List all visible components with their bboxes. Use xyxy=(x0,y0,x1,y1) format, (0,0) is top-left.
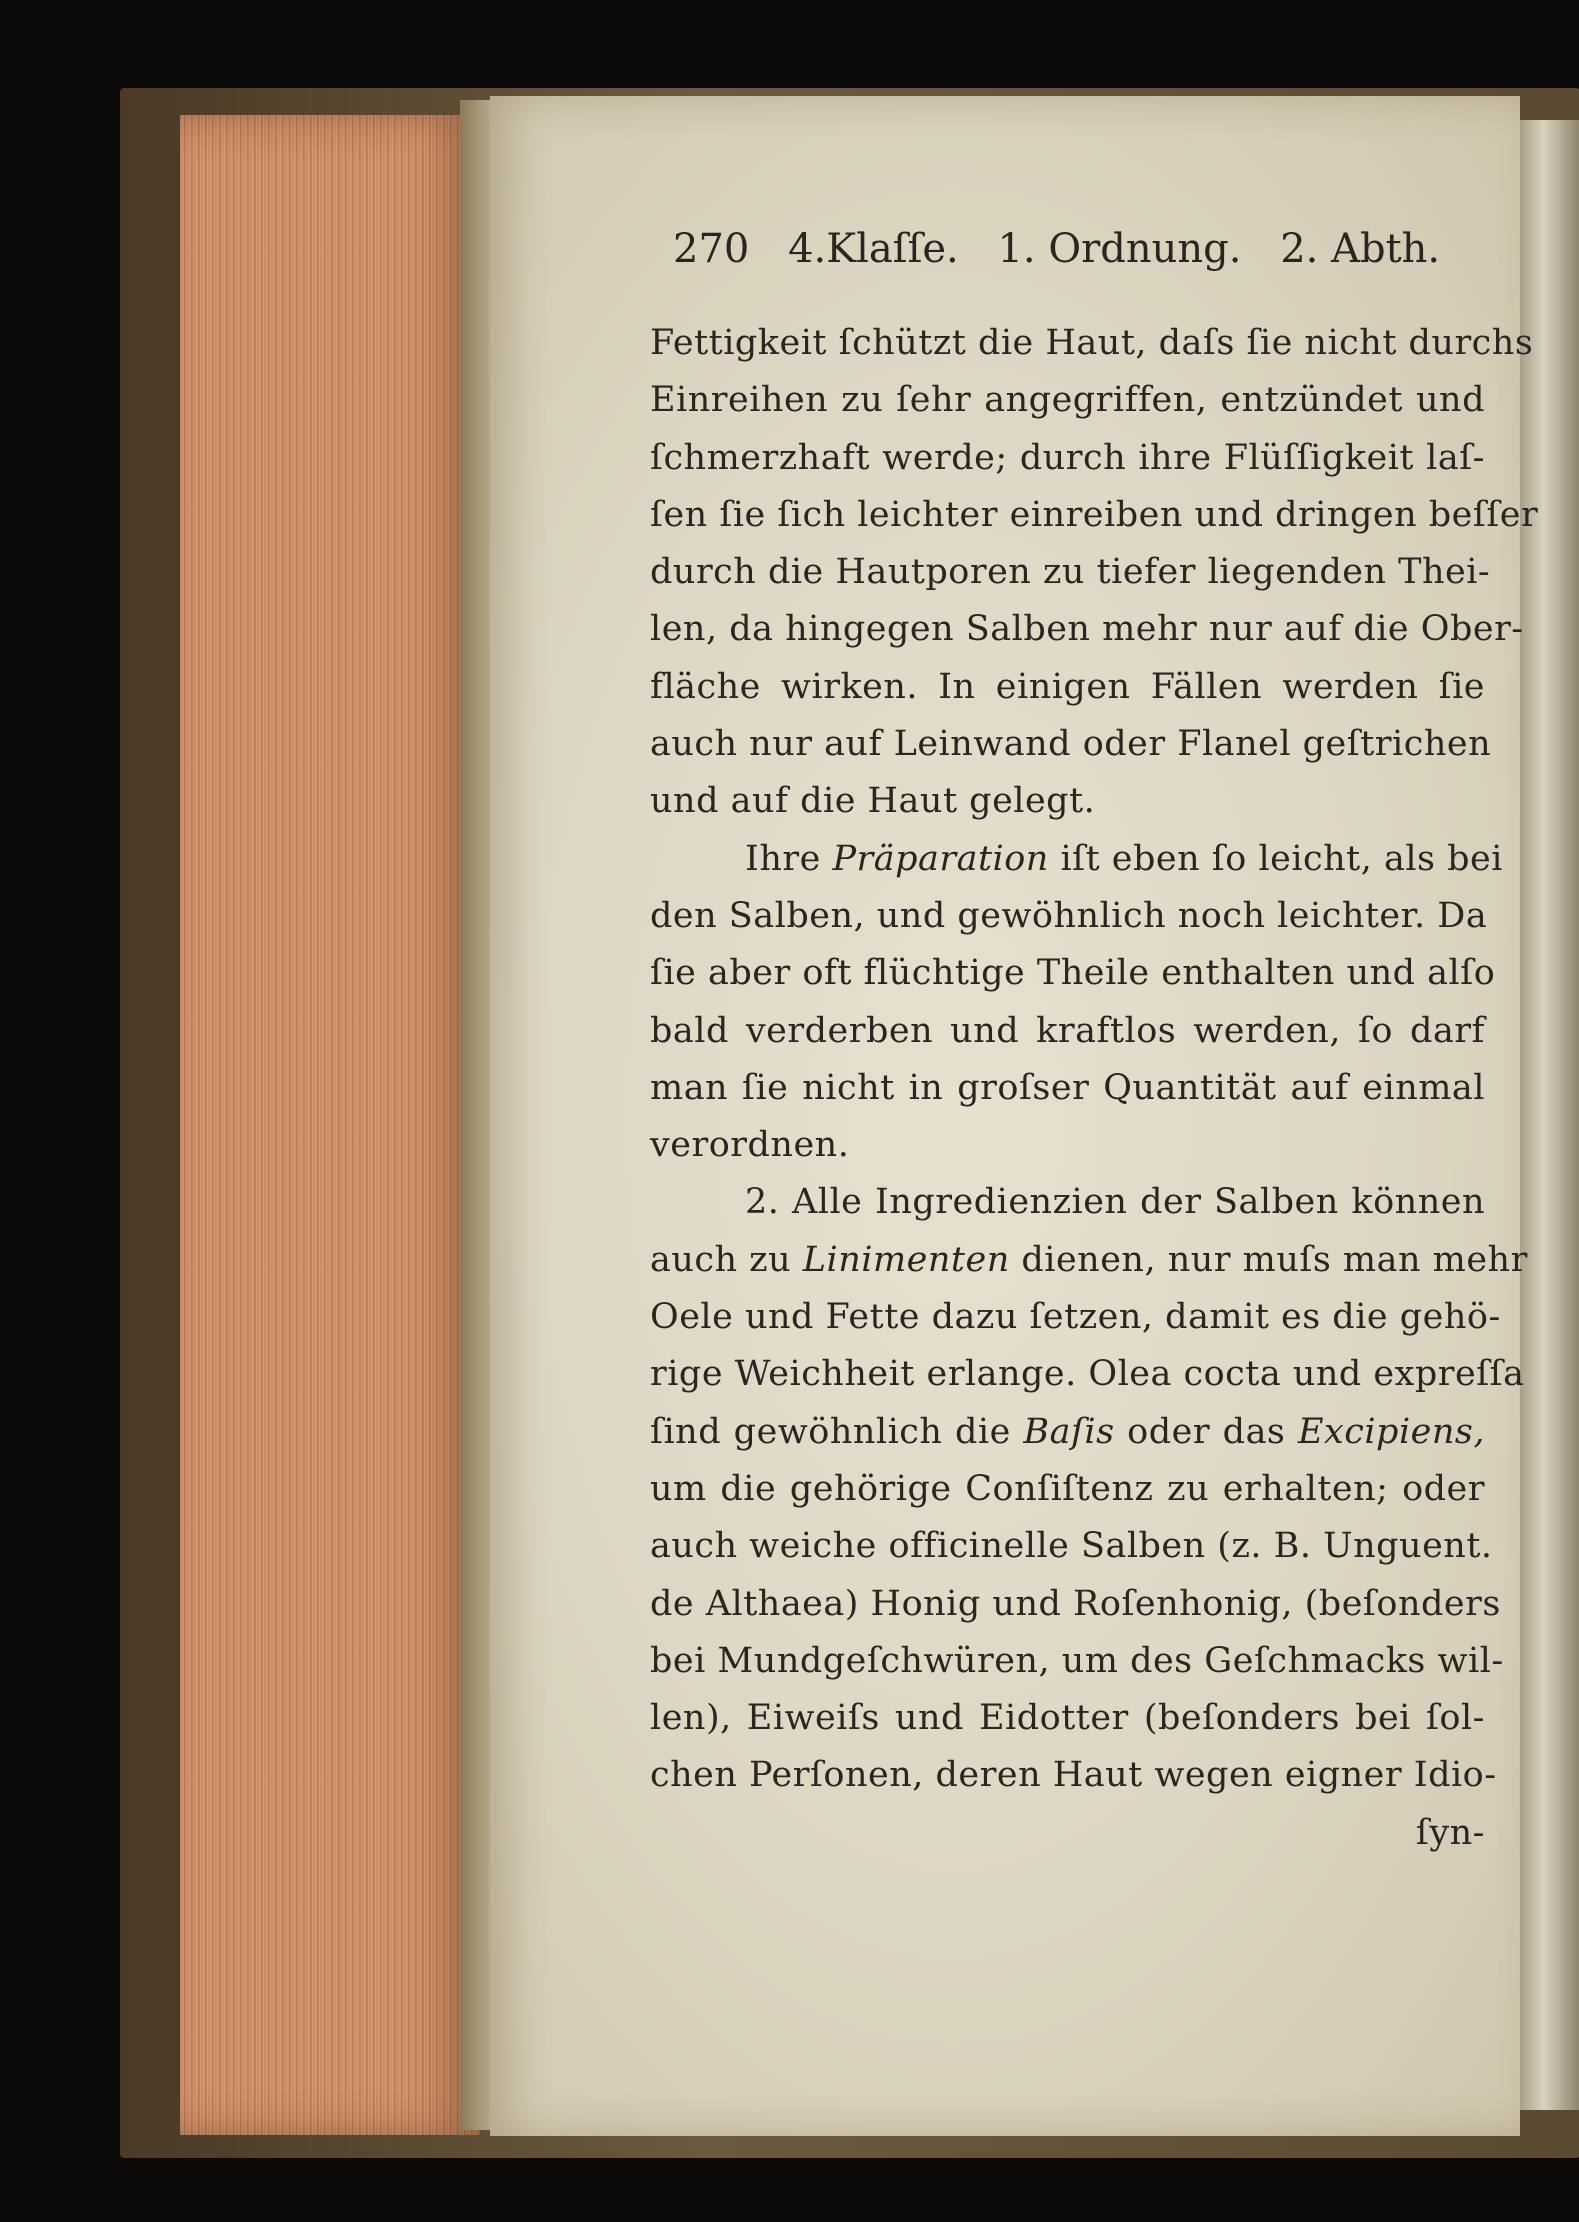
text-segment: ſen ſie ſich leichter einreiben und dringen beſſer xyxy=(650,494,1539,535)
text-segment: auch weiche officinelle Salben (z. B. Unguent. xyxy=(650,1526,1493,1567)
text-segment: iſt eben ſo leicht, als bei xyxy=(1048,838,1503,879)
text-segment: fläche wirken. In einigen Fällen werden ſie xyxy=(650,666,1485,707)
text-segment: auch zu xyxy=(650,1239,803,1280)
text-segment: ſie aber oft flüchtige Theile enthalten und alſo xyxy=(650,953,1496,994)
text-line xyxy=(650,1003,1485,1060)
text-segment: Einreihen zu ſehr angegriffen, entzündet und xyxy=(650,380,1485,421)
text-line xyxy=(650,430,1485,487)
header-class: 4.Klaſſe. xyxy=(788,226,959,272)
text-segment: oder das xyxy=(1114,1411,1298,1452)
text-line xyxy=(650,601,1524,658)
text-segment: de Althaea) Honig und Roſenhonig, (beſonders xyxy=(650,1583,1501,1624)
text-segment: auch nur auf Leinwand oder Flanel geſtrichen xyxy=(650,724,1492,765)
body-text xyxy=(650,315,1539,1862)
text-line xyxy=(650,1404,1485,1461)
text-line xyxy=(650,773,1485,830)
text-segment: Linimenten xyxy=(802,1239,1010,1280)
text-segment: Excipiens, xyxy=(1297,1411,1485,1452)
text-line xyxy=(650,1461,1485,1518)
text-segment: Fettigkeit ſchützt die Haut, daſs ſie nicht durchs xyxy=(650,323,1534,363)
running-header xyxy=(673,226,1441,272)
text-line xyxy=(650,1747,1497,1804)
text-segment: und auf die Haut gelegt. xyxy=(650,781,1096,822)
text-line xyxy=(650,1690,1485,1747)
text-segment: Präparation xyxy=(832,838,1049,879)
text-line xyxy=(650,716,1492,773)
text-segment: um die gehörige Conſiſtenz zu erhalten; oder xyxy=(650,1468,1485,1509)
text-segment: verordnen. xyxy=(650,1125,850,1166)
text-segment: len), Eiweiſs und Eidotter (beſonders bei ſol- xyxy=(650,1698,1485,1739)
text-line xyxy=(650,945,1496,1002)
text-line xyxy=(650,1232,1528,1289)
text-line xyxy=(650,1518,1493,1575)
text-segment: den Salben, und gewöhnlich noch leichter. Da xyxy=(650,895,1488,936)
text-line xyxy=(650,1633,1504,1690)
text-line xyxy=(650,487,1539,544)
text-segment: len, da hingegen Salben mehr nur auf die Ober- xyxy=(650,609,1524,650)
text-segment: dienen, nur muſs man mehr xyxy=(1009,1239,1528,1280)
text-line xyxy=(650,1174,1485,1231)
text-line xyxy=(650,372,1485,429)
text-line xyxy=(650,659,1485,716)
page-edges xyxy=(180,115,480,2135)
text-segment: bald verderben und kraftlos werden, ſo darf xyxy=(650,1010,1485,1051)
text-segment: 2. Alle Ingredienzien der Salben können xyxy=(745,1182,1485,1223)
text-segment: Oele und Fette dazu ſetzen, damit es die gehö- xyxy=(650,1297,1501,1338)
text-segment: bei Mundgeſchwüren, um des Geſchmacks wil- xyxy=(650,1640,1504,1681)
text-line xyxy=(650,1117,1485,1174)
text-segment: chen Perſonen, deren Haut wegen eigner Idio- xyxy=(650,1755,1497,1796)
text-segment: durch die Hautporen zu tiefer liegenden Thei- xyxy=(650,552,1491,593)
page-number: 270 xyxy=(673,226,750,272)
next-page-edge xyxy=(1520,120,1579,2110)
text-segment: Baſis xyxy=(1023,1411,1115,1452)
text-line xyxy=(650,1289,1501,1346)
text-segment: man ſie nicht in groſser Quantität auf einmal xyxy=(650,1067,1485,1108)
text-line xyxy=(650,831,1503,888)
text-segment: Ihre xyxy=(745,838,833,879)
text-line xyxy=(650,888,1488,945)
text-line xyxy=(650,1576,1501,1633)
catchword: ſyn- xyxy=(1415,1812,1485,1853)
text-line xyxy=(650,315,1534,372)
text-line xyxy=(650,1346,1525,1403)
text-segment: ſchmerzhaft werde; durch ihre Flüſſigkeit laſ- xyxy=(650,437,1485,478)
header-section: 2. Abth. xyxy=(1280,226,1441,272)
header-order: 1. Ordnung. xyxy=(997,226,1242,272)
text-line xyxy=(650,1060,1485,1117)
text-segment: rige Weichheit erlange. Olea cocta und expreſſa xyxy=(650,1354,1525,1395)
text-line xyxy=(650,544,1491,601)
text-segment: ſind gewöhnlich die xyxy=(650,1411,1024,1452)
